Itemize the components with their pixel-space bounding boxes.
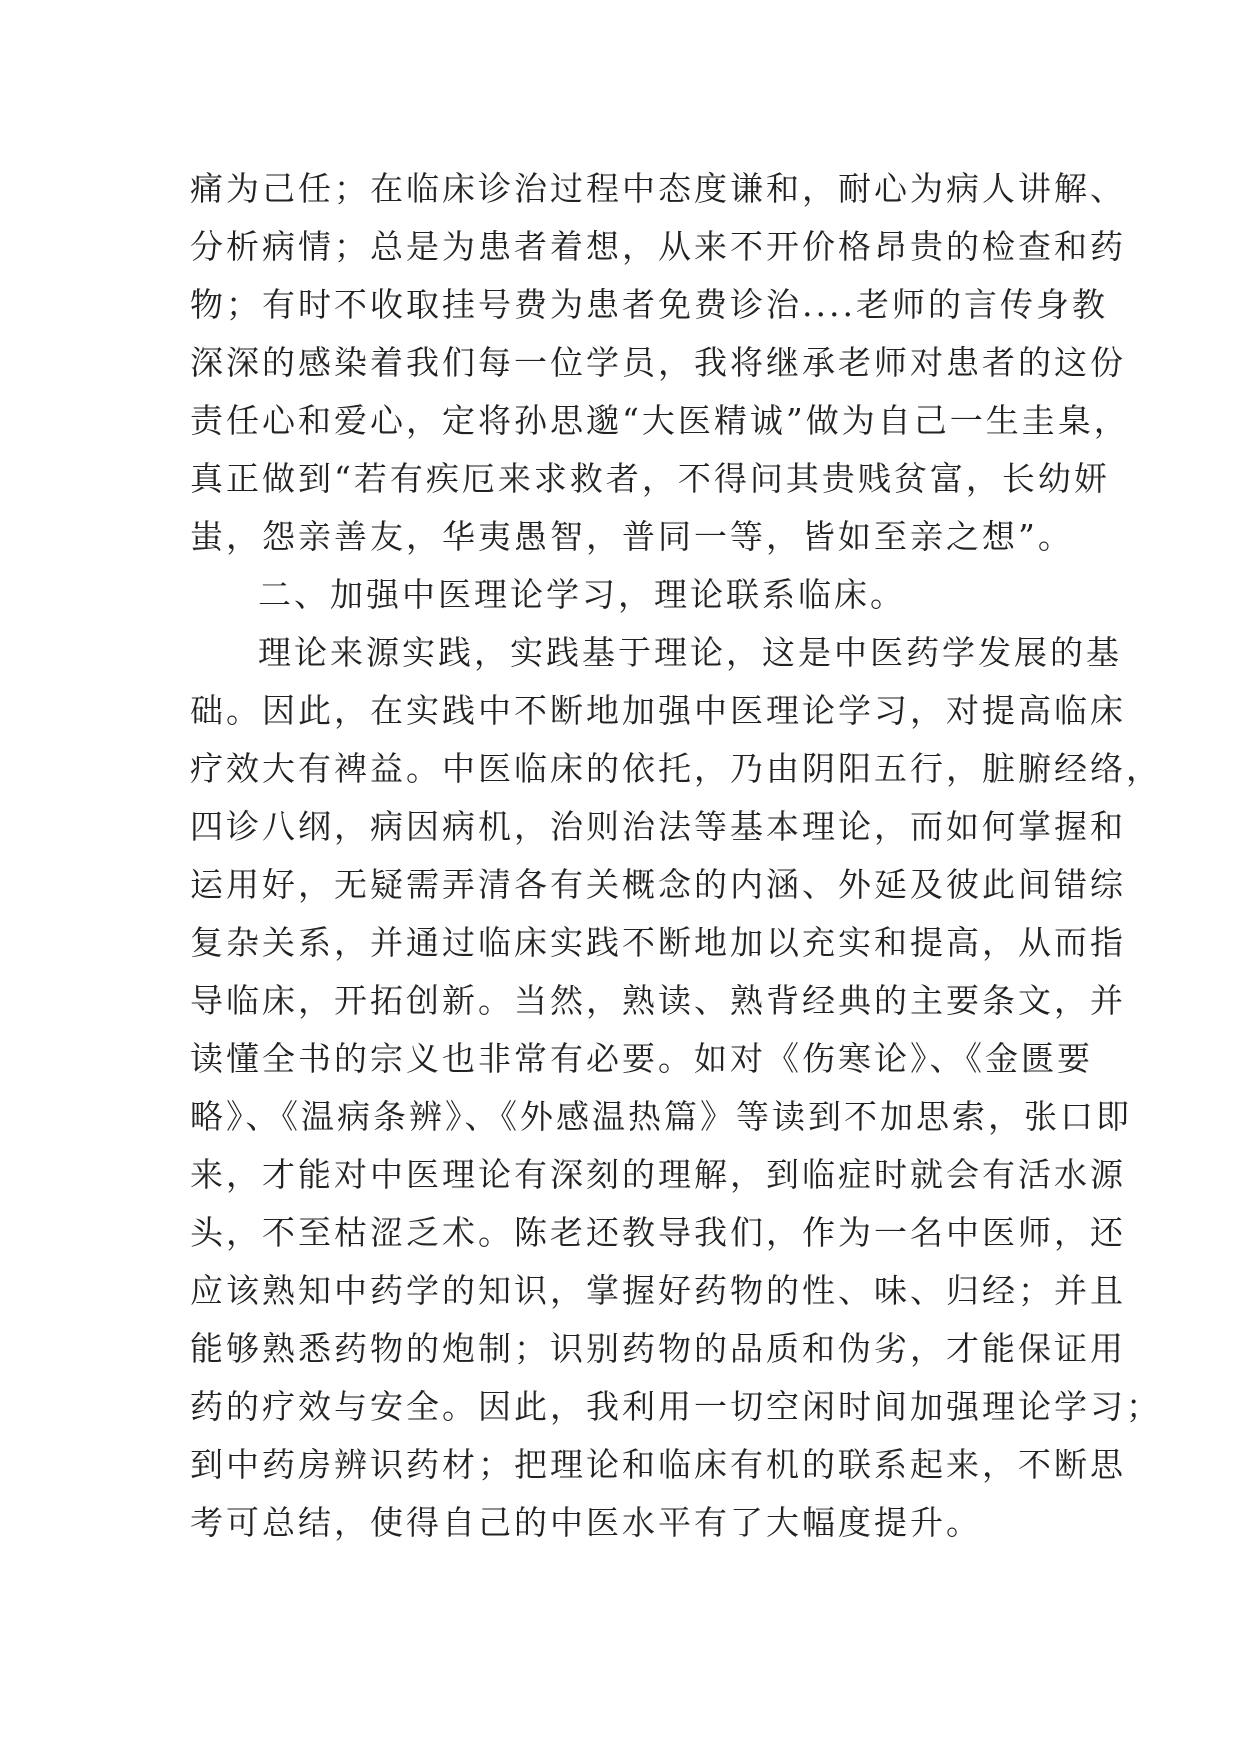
body-text	[190, 160, 1162, 1552]
text-line: 能够熟悉药物的炮制；识别药物的品质和伪劣，才能保证用	[190, 1329, 1126, 1368]
text-line: 疗效大有裨益。中医临床的依托，乃由阴阳五行，脏腑经络，	[190, 749, 1162, 788]
text-line: 头，不至枯涩乏术。陈老还教导我们，作为一名中医师，还	[190, 1213, 1126, 1252]
text-line: 理论来源实践，实践基于理论，这是中医药学发展的基	[258, 633, 1122, 672]
text-line: 蚩，怨亲善友，华夷愚智，普同一等，皆如至亲之想”。	[190, 517, 1074, 556]
text-line: 考可总结，使得自己的中医水平有了大幅度提升。	[190, 1503, 982, 1542]
text-line: 到中药房辨识药材；把理论和临床有机的联系起来，不断思	[190, 1445, 1126, 1484]
text-line: 础。因此，在实践中不断地加强中医理论学习，对提高临床	[190, 691, 1126, 730]
text-line: 导临床，开拓创新。当然，熟读、熟背经典的主要条文，并	[190, 981, 1126, 1020]
text-line: 应该熟知中药学的知识，掌握好药物的性、味、归经；并且	[190, 1271, 1126, 1310]
section-heading: 二、加强中医理论学习，理论联系临床。	[258, 575, 906, 614]
text-line: 复杂关系，并通过临床实践不断地加以充实和提高，从而指	[190, 923, 1126, 962]
text-line: 来，才能对中医理论有深刻的理解，到临症时就会有活水源	[190, 1155, 1126, 1194]
text-line: 物；有时不收取挂号费为患者免费诊治....老师的言传身教	[190, 285, 1108, 324]
text-line: 真正做到“若有疾厄来求救者，不得问其贵贱贫富，长幼妍	[190, 459, 1110, 498]
text-line: 分析病情；总是为患者着想，从来不开价格昂贵的检查和药	[190, 227, 1126, 266]
text-line: 痛为己任；在临床诊治过程中态度谦和，耐心为病人讲解、	[190, 169, 1126, 208]
text-line: 药的疗效与安全。因此，我利用一切空闲时间加强理论学习；	[190, 1387, 1162, 1426]
text-line: 运用好，无疑需弄清各有关概念的内涵、外延及彼此间错综	[190, 865, 1126, 904]
text-line: 深深的感染着我们每一位学员，我将继承老师对患者的这份	[190, 343, 1126, 382]
text-line: 四诊八纲，病因病机，治则治法等基本理论，而如何掌握和	[190, 807, 1126, 846]
text-line: 责任心和爱心，定将孙思邈“大医精诚”做为自己一生圭臬，	[190, 401, 1130, 440]
text-line: 略》、《温病条辨》、《外感温热篇》等读到不加思索，张口即	[190, 1097, 1132, 1136]
text-line: 读懂全书的宗义也非常有必要。如对《伤寒论》、《金匮要	[190, 1039, 1093, 1078]
